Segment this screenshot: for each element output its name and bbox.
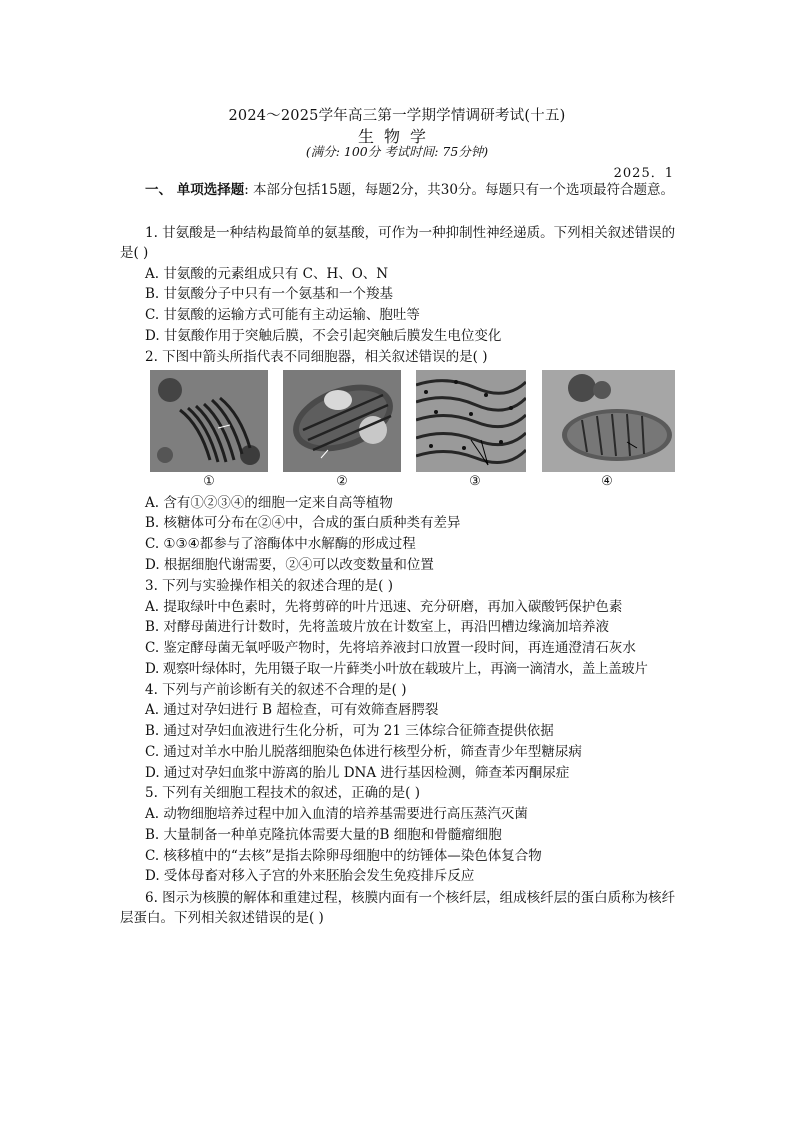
q1-option-a: A. 甘氨酸的元素组成只有 C、H、O、N bbox=[145, 266, 389, 282]
q4-option-a: A. 通过对孕妇进行 B 超检查，可有效筛查唇腭裂 bbox=[145, 702, 439, 718]
q1-option-c: C. 甘氨酸的运输方式可能有主动运输、胞吐等 bbox=[145, 307, 420, 323]
micrograph-4 bbox=[542, 370, 675, 472]
micrograph-2 bbox=[283, 370, 401, 472]
micrograph-1 bbox=[150, 370, 268, 472]
micrograph-label-4: ④ bbox=[601, 474, 613, 489]
exam-title: 2024～2025学年高三第一学期学情调研考试(十五) bbox=[228, 108, 566, 124]
q4-option-b: B. 通过对孕妇血液进行生化分析，可为 21 三体综合征筛查提供依据 bbox=[145, 723, 554, 739]
q4-option-d: D. 通过对孕妇血浆中游离的胎儿 DNA 进行基因检测，筛查苯丙酮尿症 bbox=[145, 765, 570, 781]
subject-title: 生物学 bbox=[357, 127, 436, 146]
micrograph-label-1: ① bbox=[203, 474, 215, 489]
section-body: : 本部分包括15题，每题2分，共30分。每题只有一个选项最符合题意。 bbox=[244, 182, 674, 198]
section-heading bbox=[120, 181, 680, 200]
q5-option-b: B. 大量制备一种单克隆抗体需要大量的B 细胞和骨髓瘤细胞 bbox=[145, 827, 502, 843]
micrograph-label-2: ② bbox=[336, 474, 348, 489]
question-6-stem: 6. 图示为核膜的解体和重建过程，核膜内面有一个核纤层，组成核纤层的蛋白质称为核纤层蛋白。下列相关叙述错误的是( ) bbox=[120, 890, 676, 926]
q3-option-c: C. 鉴定酵母菌无氧呼吸产物时，先将培养液封口放置一段时间，再连通澄清石灰水 bbox=[145, 640, 636, 656]
q5-option-d: D. 受体母畜对移入子宫的外来胚胎会发生免疫排斥反应 bbox=[145, 868, 475, 884]
question-3-stem: 3. 下列与实验操作相关的叙述合理的是( ) bbox=[145, 578, 393, 594]
question-5-stem: 5. 下列有关细胞工程技术的叙述，正确的是( ) bbox=[145, 785, 420, 801]
question-4-stem: 4. 下列与产前诊断有关的叙述不合理的是( ) bbox=[145, 682, 407, 698]
exam-date: 2025．1 bbox=[613, 166, 674, 181]
section-lead: 一、 单项选择题 bbox=[145, 182, 245, 198]
q5-option-a: A. 动物细胞培养过程中加入血清的培养基需要进行高压蒸汽灭菌 bbox=[145, 806, 528, 822]
question-2-stem: 2. 下图中箭头所指代表不同细胞器，相关叙述错误的是( ) bbox=[145, 349, 488, 365]
q1-option-b: B. 甘氨酸分子中只有一个氨基和一个羧基 bbox=[145, 286, 394, 302]
micrograph-label-3: ③ bbox=[469, 474, 481, 489]
q5-option-c: C. 核移植中的“去核”是指去除卵母细胞中的纺锤体—染色体复合物 bbox=[145, 848, 542, 864]
score-info: (满分: 100分 考试时间: 75分钟) bbox=[305, 144, 489, 159]
q2-option-b: B. 核糖体可分布在②④中，合成的蛋白质种类有差异 bbox=[145, 515, 461, 531]
q3-option-b: B. 对酵母菌进行计数时，先将盖玻片放在计数室上，再沿凹槽边缘滴加培养液 bbox=[145, 619, 610, 635]
question-1-stem: 1. 甘氨酸是一种结构最简单的氨基酸，可作为一种抑制性神经递质。下列相关叙述错误的是( ) bbox=[120, 225, 676, 261]
q3-option-a: A. 提取绿叶中色素时，先将剪碎的叶片迅速、充分研磨，再加入碳酸钙保护色素 bbox=[145, 599, 623, 615]
q2-option-c: C. ①③④都参与了溶酶体中水解酶的形成过程 bbox=[145, 536, 416, 552]
q3-option-d: D. 观察叶绿体时，先用镊子取一片藓类小叶放在载玻片上，再滴一滴清水，盖上盖玻片 bbox=[145, 661, 648, 677]
q1-option-d: D. 甘氨酸作用于突触后膜，不会引起突触后膜发生电位变化 bbox=[145, 328, 502, 344]
q2-option-a: A. 含有①②③④的细胞一定来自高等植物 bbox=[145, 495, 393, 511]
q4-option-c: C. 通过对羊水中胎儿脱落细胞染色体进行核型分析，筛查青少年型糖尿病 bbox=[145, 744, 582, 760]
micrograph-3 bbox=[416, 370, 526, 472]
organelle-micrographs bbox=[150, 370, 675, 472]
q2-option-d: D. 根据细胞代谢需要，②④可以改变数量和位置 bbox=[145, 557, 434, 573]
